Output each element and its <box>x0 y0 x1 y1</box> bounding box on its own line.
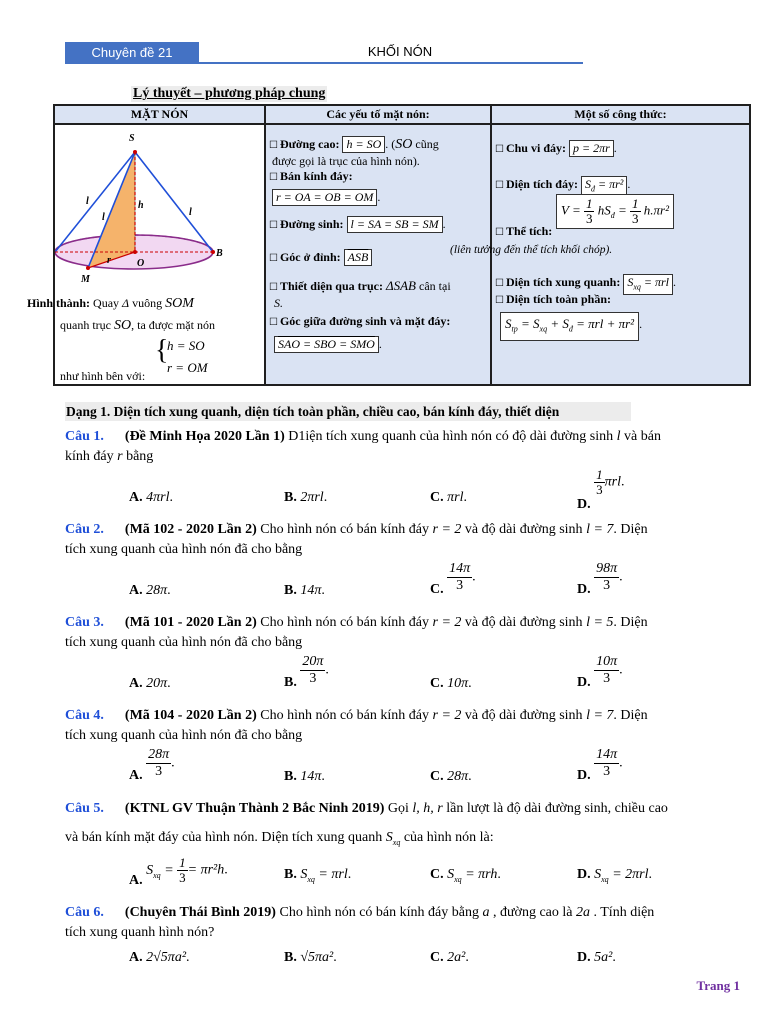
question-2-line-2: tích xung quanh của hình nón đã cho bằng <box>65 542 303 557</box>
question-4-line-1: Câu 4. (Mã 104 - 2020 Lần 2) Cho hình nón có bán kính đáy r = 2 và độ dài đường sinh l = 7. Diện <box>65 708 648 723</box>
formula-total-label: ☐ Diện tích toàn phần: <box>495 292 611 306</box>
point-s <box>133 150 137 154</box>
element-radius: r = OA = OB = OM . <box>272 189 380 206</box>
formula-volume-label: ☐ Thể tích: <box>495 224 553 238</box>
element-angle-label: ☐ Góc giữa đường sinh và mặt đáy: <box>269 314 451 328</box>
label-l-left: l <box>86 196 89 207</box>
q4-option-a[interactable]: A. $\frac{28\pi}{3}$ . <box>129 747 175 783</box>
q1-option-d[interactable]: D. $\frac{1}{3}$ πrl. <box>577 467 625 512</box>
q6-option-a[interactable]: A. 2√5πa². <box>129 950 190 965</box>
element-height-note: được gọi là trục của hình nón). <box>272 154 420 168</box>
question-4-line-2: tích xung quanh của hình nón đã cho bằng <box>65 728 303 743</box>
q2-option-d[interactable]: D. $\frac{98\pi}{3}$ . <box>577 561 623 597</box>
formula-lateral: ☐ Diện tích xung quanh: $S_{xq} = \pi rl$ . <box>495 274 676 295</box>
q5-option-d[interactable]: D. $S_{xq} = 2\pi rl$. <box>577 867 652 884</box>
q3-option-b[interactable]: B. $\frac{20\pi}{3}$ . <box>284 654 329 690</box>
q5-option-b[interactable]: B. $S_{xq} = \pi rl$. <box>284 867 352 884</box>
q2-option-c[interactable]: C. $\frac{14\pi}{3}$ . <box>430 561 476 597</box>
formation-line-3: như hình bên với: <box>60 369 146 383</box>
q6-option-b[interactable]: B. √5πa². <box>284 950 337 965</box>
col-header-cone: MẶT NÓN <box>130 107 189 121</box>
question-3-line-1: Câu 3. (Mã 101 - 2020 Lần 2) Cho hình nón có bán kính đáy r = 2 và độ dài đường sinh l = 5. Diện <box>65 615 648 630</box>
q1-option-b[interactable]: B. 2πrl. <box>284 490 328 505</box>
page-number: Trang 1 <box>696 978 740 993</box>
label-r: r <box>107 255 111 266</box>
table-header-row <box>55 106 749 125</box>
theory-table <box>27 104 751 386</box>
q4-option-b[interactable]: B. 14π. <box>284 769 325 784</box>
system-eq-2: r = OM <box>167 360 208 375</box>
q6-option-c[interactable]: C. 2a². <box>430 950 469 965</box>
system-brace: { <box>155 335 169 366</box>
question-5-line-2: và bán kính mặt đáy của hình nón. Diện tích xung quanh $S_{xq}$ của hình nón là: <box>65 830 494 847</box>
element-radius-label: ☐ Bán kính đáy: <box>269 169 353 183</box>
label-l-mid: l <box>102 212 105 223</box>
element-angle: SAO = SBO = SMO . <box>274 336 382 353</box>
label-h: h <box>138 200 144 211</box>
q4-option-d[interactable]: D. $\frac{14\pi}{3}$ . <box>577 747 623 783</box>
label-s: S <box>129 133 135 144</box>
question-3-line-2: tích xung quanh của hình nón đã cho bằng <box>65 635 303 650</box>
question-1-line-2: kính đáy r bằng <box>65 449 154 464</box>
label-o: O <box>137 258 145 269</box>
point-o <box>133 250 137 254</box>
formula-volume-note: (liên tưởng đến thể tích khối chóp). <box>450 244 613 256</box>
q2-option-b[interactable]: B. 14π. <box>284 583 325 598</box>
q3-option-c[interactable]: C. 10π. <box>430 676 472 691</box>
formation-line-2: quanh trục SO, ta được mặt nón <box>60 318 215 333</box>
question-6-line-2: tích xung quanh hình nón? <box>65 925 215 940</box>
system-eq-1: h = SO <box>167 338 205 353</box>
formula-base-area: ☐ Diện tích đáy: $S_đ = \pi r^2$ . <box>495 176 630 197</box>
question-2-line-1: Câu 2. (Mã 102 - 2020 Lần 2) Cho hình nón có bán kính đáy r = 2 và độ dài đường sinh l = 7. Diện <box>65 522 648 537</box>
formation-line-1: Hình thành: Quay Δ vuông SOM <box>27 296 194 311</box>
q2-option-a[interactable]: A. 28π. <box>129 583 171 598</box>
q3-option-d[interactable]: D. $\frac{10\pi}{3}$ . <box>577 654 623 690</box>
formula-perimeter: ☐ Chu vi đáy: p = 2πr . <box>495 141 617 155</box>
question-6-line-1: Câu 6. (Chuyên Thái Bình 2019) Cho hình nón có bán kính đáy bằng a , đường cao là 2a . Tính diện <box>65 905 655 920</box>
q1-option-a[interactable]: A. 4πrl. <box>129 490 173 505</box>
q6-option-d[interactable]: D. 5a². <box>577 950 616 965</box>
formula-volume: V = $\frac{1}{3}$ $hS_đ$ = $\frac{1}{3}$ h.πr² <box>556 194 674 229</box>
element-height: ☐ Đường cao: h = SO . (SO cũng <box>269 137 439 152</box>
q1-option-c[interactable]: C. πrl. <box>430 490 467 505</box>
element-apex: ☐ Góc ở đỉnh: $\overline{ASB}$ <box>269 249 372 266</box>
label-l-right: l <box>189 207 192 218</box>
question-1-line-1: Câu 1. (Đề Minh Họa 2020 Lần 1) D1iện tích xung quanh của hình nón có độ dài đường sinh l và bán <box>65 429 661 444</box>
formula-total: $S_{tp} = S_{xq} + S_đ = \pi rl + \pi r^2$ . <box>500 312 642 341</box>
topic-badge: Chuyên đề 21 <box>65 42 199 64</box>
element-section: ☐ Thiết diện qua trục: ΔSAB cân tại <box>269 278 451 293</box>
col-header-formulas: Một số công thức: <box>574 107 667 121</box>
header-rule <box>199 62 583 64</box>
section-title: Dạng 1. Diện tích xung quanh, diện tích toàn phần, chiều cao, bán kính đáy, thiết diện <box>65 402 631 421</box>
cone-figure <box>55 126 264 286</box>
q5-option-a[interactable]: A. $S_{xq}$ = $\frac{1}{3}$ = πr²h. <box>129 855 228 888</box>
q5-option-c[interactable]: C. $S_{xq} = \pi rh$. <box>430 867 501 884</box>
element-section-s: S. <box>274 296 283 310</box>
point-b <box>211 250 215 254</box>
label-b: B <box>216 248 223 259</box>
element-slant: ☐ Đường sinh: l = SA = SB = SM . <box>269 217 446 231</box>
point-m <box>86 266 90 270</box>
chapter-title: KHỐI NÓN <box>367 44 433 59</box>
theory-title: Lý thuyết – phương pháp chung <box>133 86 326 101</box>
q4-option-c[interactable]: C. 28π. <box>430 769 472 784</box>
col-header-elements: Các yếu tố mặt nón: <box>326 107 430 121</box>
question-5-line-1: Câu 5. (KTNL GV Thuận Thành 2 Bắc Ninh 2019) Gọi l, h, r lần lượt là độ dài đường sinh, chiều cao <box>65 801 668 816</box>
column-divider <box>264 106 266 384</box>
q3-option-a[interactable]: A. 20π. <box>129 676 171 691</box>
label-m: M <box>81 274 90 285</box>
